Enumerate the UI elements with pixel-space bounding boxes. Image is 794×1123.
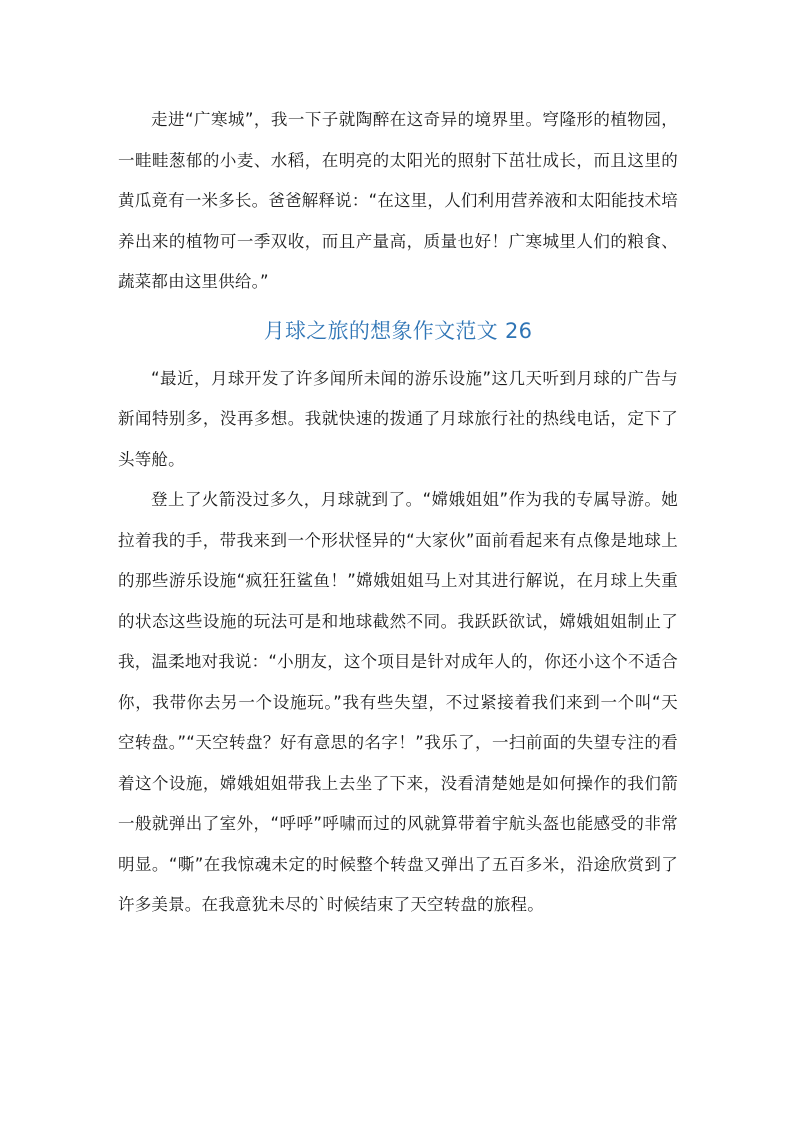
document-body bbox=[118, 100, 678, 926]
section-title: 月球之旅的想象作文范文 26 bbox=[263, 318, 533, 343]
body-paragraph: 登上了火箭没过多久，月球就到了。“嫦娥姐姐”作为我的专属导游。她拉着我的手，带我来到一个形状怪异的“大家伙”面前看起来有点像是地球上的那些游乐设施“疯狂狂鲨鱼！”嫦娥姐姐马上对其进行解说，在月球上失重的状态这些设施的玩法可是和地球截然不同。我跃跃欲试，嫦娥姐姐制止了我，温柔地对我说：“小朋友，这个项目是针对成年人的，你还小这个不适合你，我带你去另一个设施玩。”我有些失望，不过紧接着我们来到一个叫“天空转盘。”“天空转盘？好有意思的名字！”我乐了，一扫前面的失望专注的看着这个设施，嫦娥姐姐带我上去坐了下来，没看清楚她是如何操作的我们箭一般就弹出了室外，“呼呼”呼啸而过的风就算带着宇航头盔也能感受的非常明显。“嘶”在我惊魂未定的时候整个转盘又弹出了五百多米，沿途欣赏到了许多美景。在我意犹未尽的`时候结束了天空转盘的旅程。 bbox=[118, 490, 678, 914]
intro-paragraph: 走进“广寒城”，我一下子就陶醉在这奇异的境界里。穹隆形的植物园，一畦畦葱郁的小麦、水稻，在明亮的太阳光的照射下茁壮成长，而且这里的黄瓜竟有一米多长。爸爸解释说：“在这里，人们利用营养液和太阳能技术培养出来的植物可一季双收，而且产量高，质量也好！广寒城里人们的粮食、蔬菜都由这里供给。” bbox=[118, 110, 678, 291]
body-paragraph: “最近，月球开发了许多闻所未闻的游乐设施”这几天听到月球的广告与新闻特别多，没再多想。我就快速的拨通了月球旅行社的热线电话，定下了头等舱。 bbox=[118, 368, 678, 469]
